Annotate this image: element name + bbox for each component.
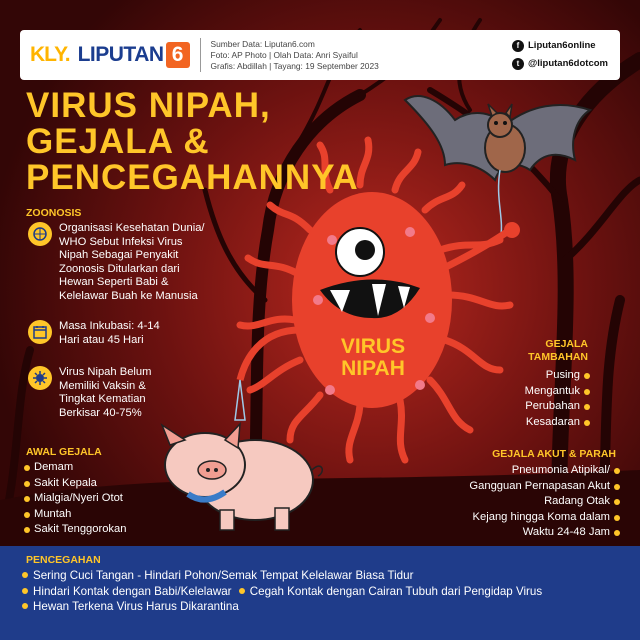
vaccine-line-2: Memiliki Vaksin & [59,379,146,392]
zoonosis-vaccine-text [59,366,151,420]
vaccine-line-4: Berkisar 40-75% [59,406,142,419]
incubation-line-1: Masa Inkubasi: 4-14 [59,320,160,332]
credit-source: Sumber Data: Liputan6.com [210,38,315,49]
zoonosis-item-vaccine [28,366,151,420]
header-divider [200,38,201,72]
logo-name: LIPUTAN [77,43,164,66]
list-item: Kejang hingga Koma dalam [469,510,620,526]
pencegahan-heading: PENCEGAHAN [26,554,101,566]
list-item: Mialgia/Nyeri Otot [24,491,126,507]
list-item: Pneumonia Atipikal/ [469,463,620,479]
who-line-4: Zoonosis Ditularkan dari [59,262,180,275]
incubation-line-2: Hari atau 45 Hari [59,333,144,346]
list-item: Mengantuk [525,384,590,400]
credit-graphic: Grafis: Abdillah | Tayang: 19 September 2023 [210,60,379,71]
pencegahan-list [22,568,622,615]
tambahan-heading-line-2: TAMBAHAN [528,351,588,363]
list-item: Sakit Tenggorokan [24,522,126,538]
gejala-tambahan-list [525,368,590,430]
who-icon [28,222,52,246]
vaccine-line-3: Tingkat Kematian [59,393,146,405]
kly-logo: KLY. [30,43,70,66]
facebook-handle: Liputan6online [528,40,596,51]
twitter-icon: t [512,58,524,70]
list-item: Pusing [525,368,590,384]
awal-gejala-heading: AWAL GEJALA [26,446,102,458]
who-line-5: Hewan Seperti Babi & [59,276,169,288]
tambahan-heading-line-1: GEJALA [545,338,588,350]
list-item: Waktu 24-48 Jam [469,525,620,541]
list-item: Kesadaran [525,415,590,431]
who-line-1: Organisasi Kesehatan Dunia/ [59,222,205,234]
title-line-3: PENCEGAHANNYA [26,158,359,197]
credit-photo: Foto: AP Photo | Olah Data: Anri Syaiful [210,49,358,60]
list-item: Perubahan [525,399,590,415]
list-item: Gangguan Pernapasan Akut [469,479,620,495]
title-line-2: GEJALA & [26,122,210,161]
logo-six: 6 [166,42,190,68]
zoonosis-item-incubation [28,320,160,347]
page-title [26,88,359,196]
virus-icon [28,366,52,390]
gejala-akut-list [469,463,620,541]
zoonosis-item-who [28,222,205,303]
list-item: Sering Cuci Tangan - Hindari Pohon/Semak Tempat Kelelawar Biasa Tidur [22,569,413,582]
virus-label-line-1: VIRUS [340,335,406,358]
list-item: Sakit Kepala [24,476,126,492]
vaccine-line-1: Virus Nipah Belum [59,366,152,378]
list-item: Muntah [24,507,126,523]
social-links [512,37,620,73]
zoonosis-incubation-text [59,320,160,347]
zoonosis-heading: ZOONOSIS [26,207,82,219]
awal-gejala-list [24,460,126,538]
list-item: Hindari Kontak dengan Babi/Kelelawar [22,585,232,598]
social-facebook[interactable] [512,37,608,55]
who-line-6: Kelelawar Buah ke Manusia [59,289,198,302]
facebook-icon: f [512,40,524,52]
twitter-handle: @liputan6dotcom [528,58,608,69]
pencegahan-band [0,546,640,640]
title-line-1: VIRUS NIPAH, [26,86,271,125]
gejala-akut-heading: GEJALA AKUT & PARAH [492,448,616,460]
who-line-2: WHO Sebut Infeksi Virus [59,235,183,248]
list-item: Radang Otak [469,494,620,510]
header-bar [20,30,620,80]
social-twitter[interactable] [512,55,608,73]
list-item: Hewan Terkena Virus Harus Dikarantina [22,600,239,613]
virus-label [330,336,416,380]
list-item: Cegah Kontak dengan Cairan Tubuh dari Pengidap Virus [239,585,542,598]
credits [211,39,433,72]
list-item: Demam [24,460,126,476]
liputan6-logo [20,42,190,68]
gejala-tambahan-heading [528,338,588,364]
who-line-3: Nipah Sebagai Penyakit [59,249,179,261]
virus-label-line-2: NIPAH [341,357,405,380]
zoonosis-who-text [59,222,205,303]
calendar-icon [28,320,52,344]
